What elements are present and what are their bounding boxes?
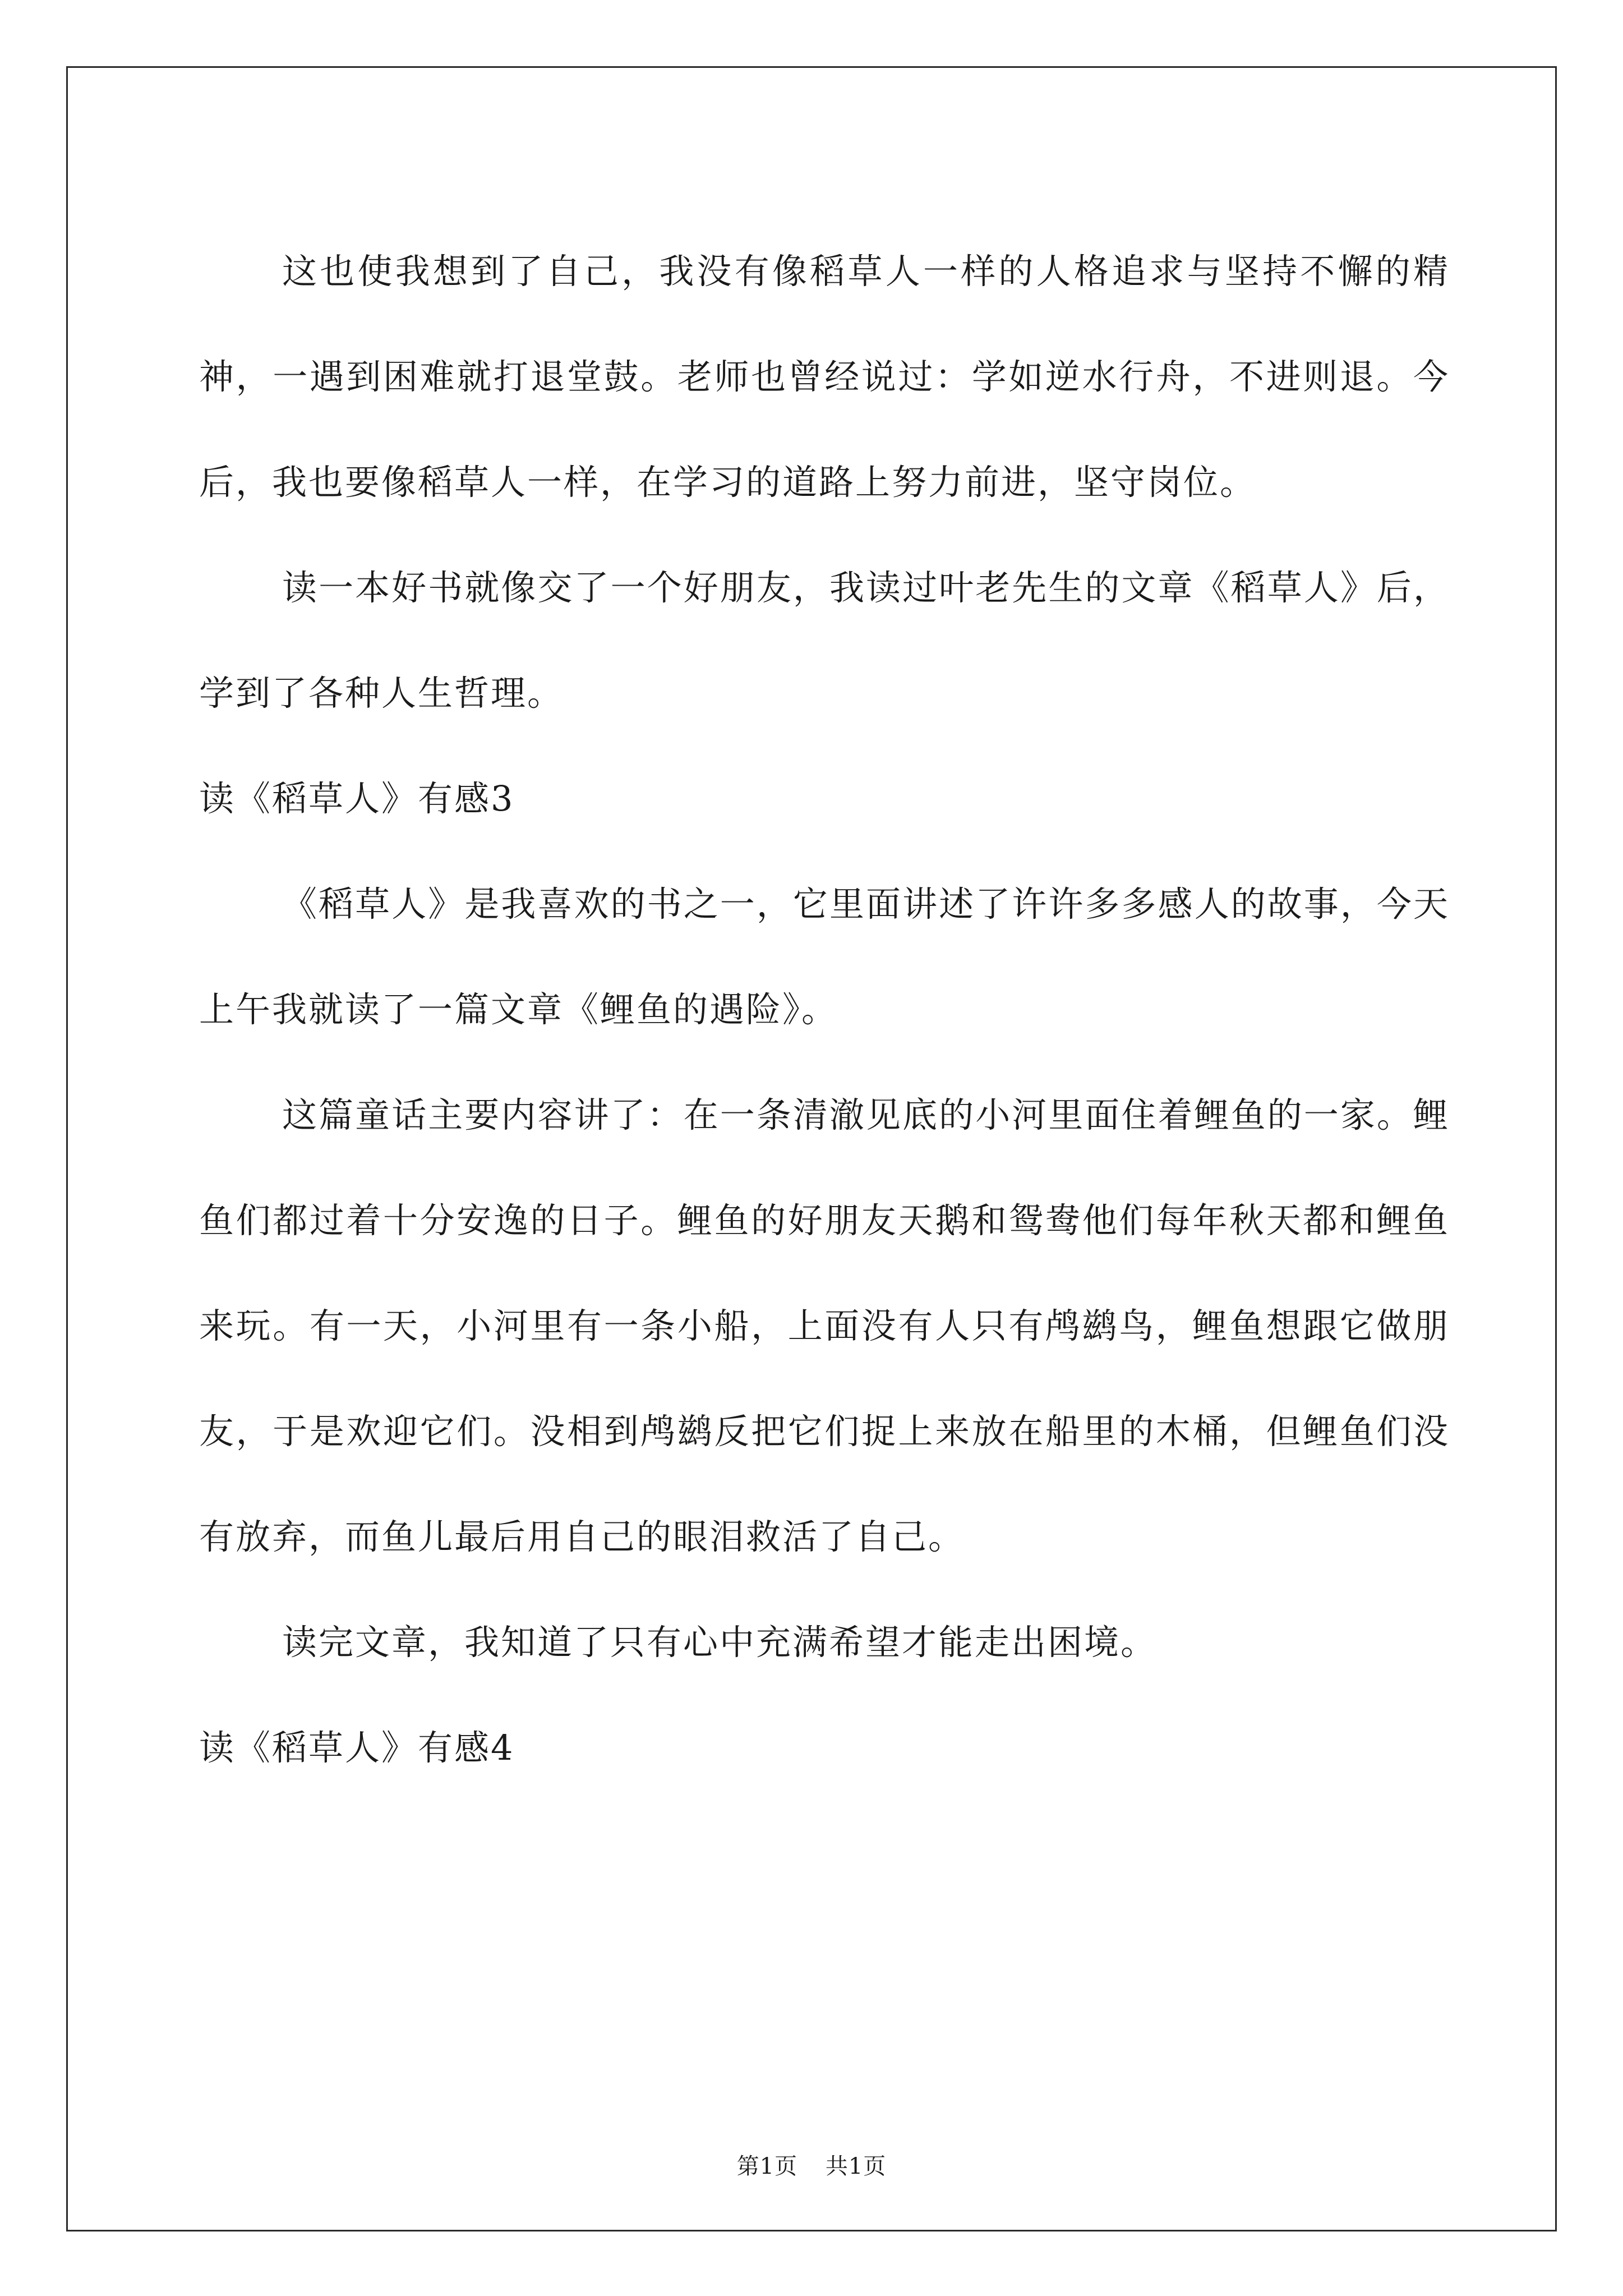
- section-heading: 读《稻草人》有感3: [199, 778, 515, 819]
- page-number: 第1页: [736, 2154, 798, 2179]
- paragraph: 这也使我想到了自己，我没有像稻草人一样的人格追求与坚持不懈的精神，一遇到困难就打退堂鼓。老师也曾经说过：学如逆水行舟，不进则退。今后，我也要像稻草人一样，在学习的道路上努力前进，坚守岗位。: [199, 251, 1450, 503]
- page-footer: [0, 2150, 1623, 2183]
- paragraph: 读完文章，我知道了只有心中充满希望才能走出困境。: [282, 1622, 1158, 1663]
- paragraph: 读一本好书就像交了一个好朋友，我读过叶老先生的文章《稻草人》后，学到了各种人生哲理。: [199, 567, 1450, 714]
- section-heading: 读《稻草人》有感4: [199, 1727, 515, 1768]
- paragraph: 《稻草人》是我喜欢的书之一，它里面讲述了许许多多感人的故事，今天上午我就读了一篇文章《鲤鱼的遇险》。: [199, 884, 1450, 1030]
- document-body: [199, 219, 1450, 1801]
- paragraph: 这篇童话主要内容讲了：在一条清澈见底的小河里面住着鲤鱼的一家。鲤鱼们都过着十分安逸的日子。鲤鱼的好朋友天鹅和鸳鸯他们每年秋天都和鲤鱼来玩。有一天，小河里有一条小船，上面没有人只有鸬鹚鸟，鲤鱼想跟它做朋友，于是欢迎它们。没相到鸬鹚反把它们捉上来放在船里的木桶，但鲤鱼们没有放弃，而鱼儿最后用自己的眼泪救活了自己。: [199, 1094, 1450, 1557]
- page-total: 共1页: [825, 2154, 887, 2179]
